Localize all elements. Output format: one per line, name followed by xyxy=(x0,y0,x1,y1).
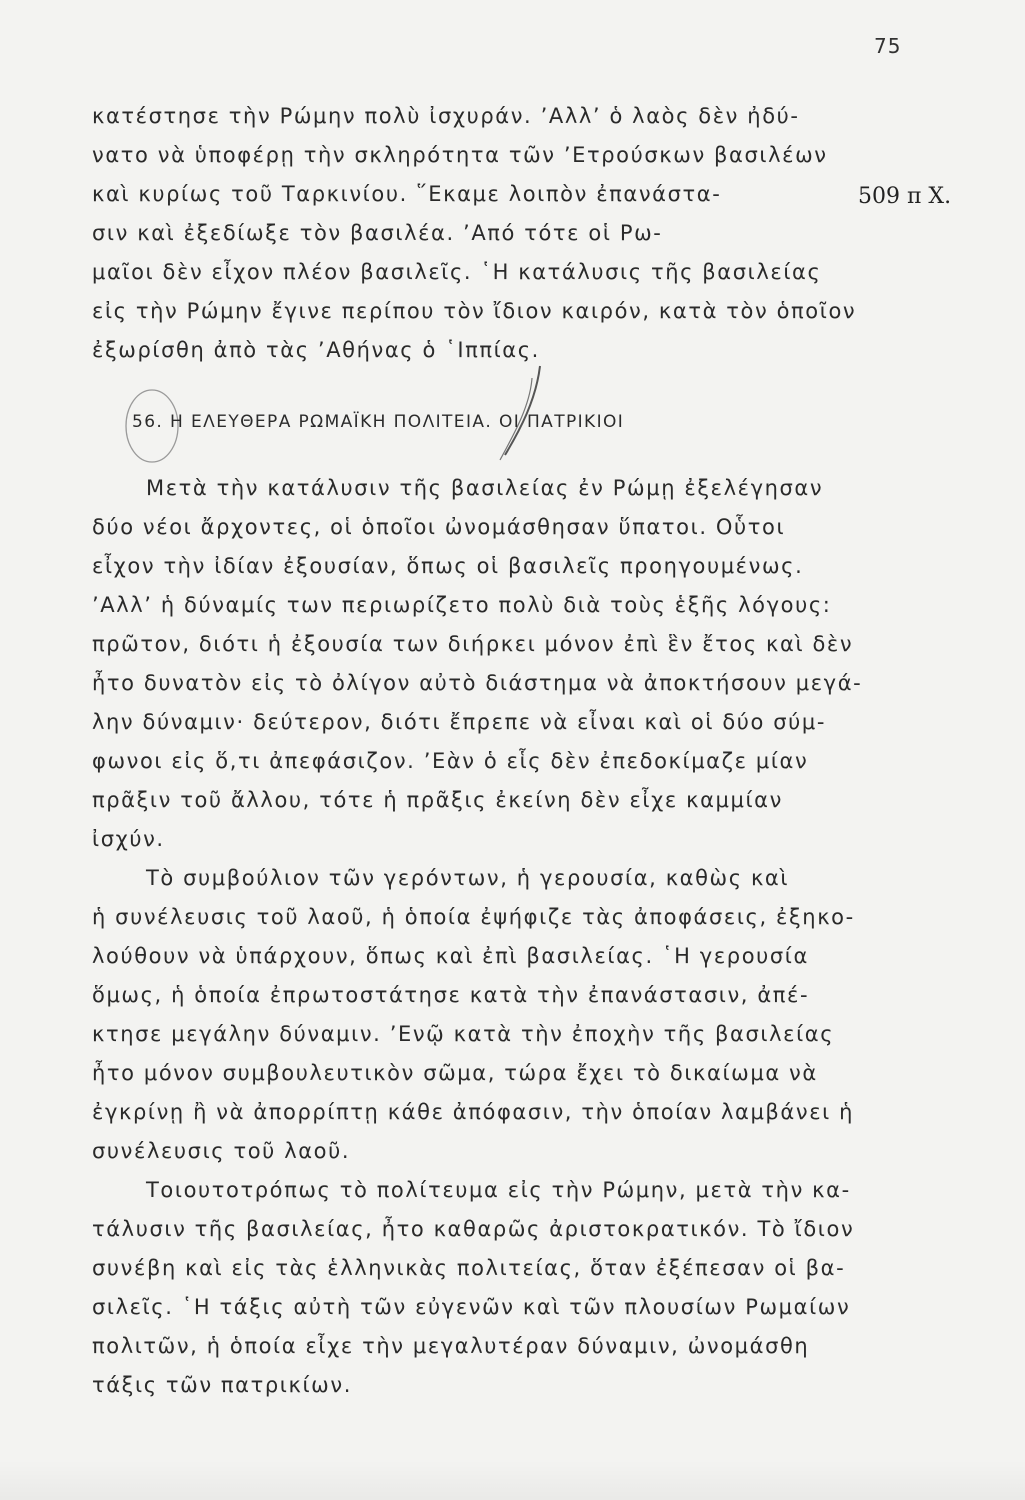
text-line: πρῶτον, διότι ἡ ἐξουσία των διήρκει μόνον ἐπὶ ἓν ἔτος καὶ δὲν xyxy=(92,632,854,656)
page-shadow xyxy=(0,1460,1025,1500)
text-line: ὅμως, ἡ ὁποία ἐπρωτοστάτησε κατὰ τὴν ἐπανάστασιν, ἀπέ- xyxy=(92,983,810,1007)
text-line: κατέστησε τὴν Ρώμην πολὺ ἰσχυράν. ’Αλλ’ ὁ λαὸς δὲν ἠδύ- xyxy=(92,104,800,128)
text-line: τάξις τῶν πατρικίων. xyxy=(92,1373,352,1397)
text-line: δύο νέοι ἄρχοντες, οἱ ὁποῖοι ὠνομάσθησαν ὕπατοι. Οὗτοι xyxy=(92,515,786,539)
text-line: λούθουν νὰ ὑπάρχουν, ὅπως καὶ ἐπὶ βασιλείας. ῾Η γερουσία xyxy=(92,944,809,968)
text-line: εἰς τὴν Ρώμην ἔγινε περίπου τὸν ἴδιον καιρόν, κατὰ τὸν ὁποῖον xyxy=(92,299,857,323)
text-line: σιν καὶ ἐξεδίωξε τὸν βασιλέα. ’Από τότε οἱ Ρω- xyxy=(92,221,663,245)
text-line: ἦτο δυνατὸν εἰς τὸ ὀλίγον αὐτὸ διάστημα νὰ ἀποκτήσουν μεγά- xyxy=(92,671,863,695)
page-number: 75 xyxy=(874,34,902,58)
text-line: ἐγκρίνῃ ἢ νὰ ἀπορρίπτῃ κάθε ἀπόφασιν, τὴν ὁποίαν λαμβάνει ἡ xyxy=(92,1100,855,1124)
text-line: ἦτο μόνον συμβουλευτικὸν σῶμα, τώρα ἔχει τὸ δικαίωμα νὰ xyxy=(92,1061,818,1085)
text-line: ἡ συνέλευσις τοῦ λαοῦ, ἡ ὁποία ἐψήφιζε τὰς ἀποφάσεις, ἐξηκο- xyxy=(92,905,855,929)
text-line: ἰσχύν. xyxy=(92,827,165,851)
text-line: σιλεῖς. ῾Η τάξις αὐτὴ τῶν εὐγενῶν καὶ τῶν πλουσίων Ρωμαίων xyxy=(92,1295,851,1319)
text-line: Τοιουτοτρόπως τὸ πολίτευμα εἰς τὴν Ρώμην, μετὰ τὴν κα- xyxy=(146,1178,851,1202)
text-line: ἐξωρίσθη ἀπὸ τὰς ’Αθήνας ὁ ῾Ιππίας. xyxy=(92,338,540,362)
text-line: ’Αλλ’ ἡ δύναμίς των περιωρίζετο πολὺ διὰ τοὺς ἑξῆς λόγους: xyxy=(92,593,832,617)
text-line: τάλυσιν τῆς βασιλείας, ἦτο καθαρῶς ἀριστοκρατικόν. Τὸ ἴδιον xyxy=(92,1217,855,1241)
text-line: καὶ κυρίως τοῦ Ταρκινίου. ῞Εκαμε λοιπὸν ἐπανάστα- xyxy=(92,182,722,206)
text-line: εἶχον τὴν ἰδίαν ἐξουσίαν, ὅπως οἱ βασιλεῖς προηγουμένως. xyxy=(92,554,804,578)
text-line: νατο νὰ ὑποφέρῃ τὴν σκληρότητα τῶν ’Ετρούσκων βασιλέων xyxy=(92,143,828,167)
text-line: πολιτῶν, ἡ ὁποία εἶχε τὴν μεγαλυτέραν δύναμιν, ὠνομάσθη xyxy=(92,1334,810,1358)
text-line: Τὸ συμβούλιον τῶν γερόντων, ἡ γερουσία, καθὼς καὶ xyxy=(146,866,790,890)
margin-date-note: 509 π Χ. xyxy=(858,184,952,209)
text-line: φωνοι εἰς ὅ,τι ἀπεφάσιζον. ’Εὰν ὁ εἷς δὲν ἐπεδοκίμαζε μίαν xyxy=(92,749,809,773)
text-line: συνέλευσις τοῦ λαοῦ. xyxy=(92,1139,351,1163)
text-line: Μετὰ τὴν κατάλυσιν τῆς βασιλείας ἐν Ρώμῃ ἐξελέγησαν xyxy=(146,476,824,500)
text-line: πρᾶξιν τοῦ ἄλλου, τότε ἡ πρᾶξις ἐκείνη δὲν εἶχε καμμίαν xyxy=(92,788,783,812)
text-line: συνέβη καὶ εἰς τὰς ἑλληνικὰς πολιτείας, ὅταν ἐξέπεσαν οἱ βα- xyxy=(92,1256,846,1280)
text-line: μαῖοι δὲν εἶχον πλέον βασιλεῖς. ῾Η κατάλυσις τῆς βασιλείας xyxy=(92,260,822,284)
section-heading: 56. Η ΕΛΕΥΘΕΡΑ ΡΩΜΑΪΚΗ ΠΟΛΙΤΕΙΑ. ΟΙ ΠΑΤΡΙΚΙΟΙ xyxy=(132,412,625,432)
text-line: λην δύναμιν· δεύτερον, διότι ἔπρεπε νὰ εἶναι καὶ οἱ δύο σύμ- xyxy=(92,710,827,734)
text-line: κτησε μεγάλην δύναμιν. ’Ενῷ κατὰ τὴν ἐποχὴν τῆς βασιλείας xyxy=(92,1022,835,1046)
